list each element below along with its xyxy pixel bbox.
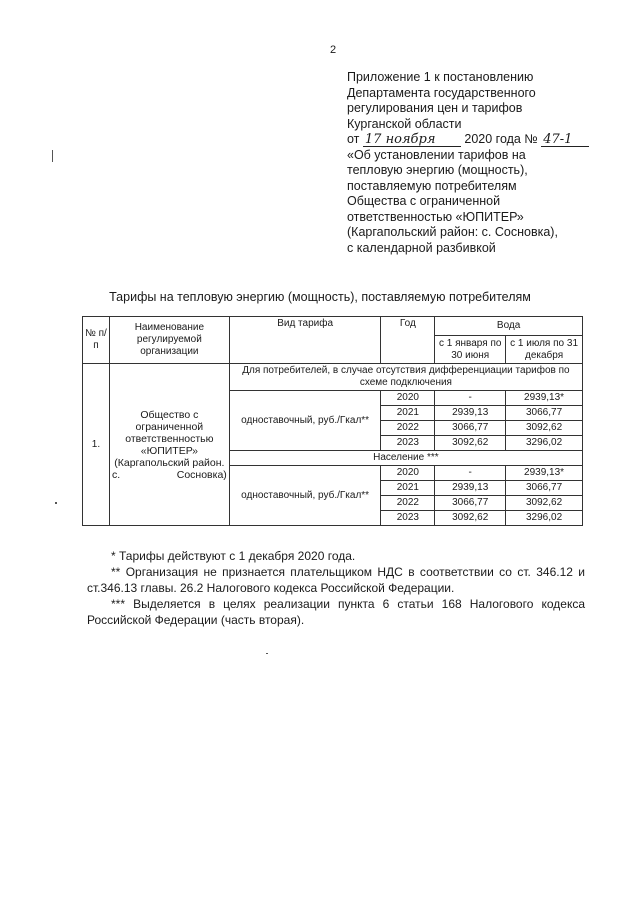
year-cell: 2021 <box>381 481 435 496</box>
document-title: Тарифы на тепловую энергию (мощность), поставляемую потребителям <box>109 290 531 304</box>
appendix-line: Департамента государственного <box>347 85 536 100</box>
value-cell: 3296,02 <box>506 436 583 451</box>
organization-tail-right: Сосновка) <box>176 468 227 481</box>
tariff-table <box>82 316 583 526</box>
handwritten-number: 47-1 <box>541 133 589 147</box>
section-title: Для потребителей, в случае отсутствия дифференциации тарифов по схеме подключения <box>229 364 582 391</box>
footnote: ** Организация не признается плательщиком НДС в соответствии со ст. 346.12 и ст.346.13 главы. 26.2 Налогового кодекса Российской Федерации. <box>87 565 585 595</box>
year-text: 2020 года № <box>464 132 538 146</box>
header-period-2: с 1 июля по 31 декабря <box>506 336 583 364</box>
appendix-line: Курганской области <box>347 116 462 131</box>
value-cell: 2939,13 <box>435 481 506 496</box>
value-cell: 3092,62 <box>435 511 506 526</box>
value-cell: 2939,13* <box>506 466 583 481</box>
footnote: * Тарифы действуют с 1 декабря 2020 года. <box>111 549 356 563</box>
value-cell: 2939,13* <box>506 391 583 406</box>
appendix-block <box>347 70 597 256</box>
organization-tail-left: с. <box>111 468 121 481</box>
header-period-1: с 1 января по 30 июня <box>435 336 506 364</box>
appendix-line: тепловую энергию (мощность), <box>347 163 528 177</box>
value-cell: 3296,02 <box>506 511 583 526</box>
value-cell: 3092,62 <box>435 436 506 451</box>
value-cell: 3092,62 <box>506 496 583 511</box>
footnotes <box>87 548 585 628</box>
year-cell: 2020 <box>381 466 435 481</box>
scan-artifact <box>266 653 268 654</box>
organization-cell <box>109 364 229 526</box>
footnote: *** Выделяется в целях реализации пункта 6 статьи 168 Налогового кодекса Российской Федерации (часть вторая). <box>87 597 585 627</box>
appendix-line: «Об установлении тарифов на <box>347 147 526 162</box>
value-cell: 3066,77 <box>506 481 583 496</box>
value-cell: - <box>435 391 506 406</box>
year-cell: 2022 <box>381 421 435 436</box>
value-cell: 3066,77 <box>435 421 506 436</box>
header-water: Вода <box>435 317 583 336</box>
value-cell: - <box>435 466 506 481</box>
tariff-type-cell: одноставочный, руб./Гкал** <box>229 466 381 526</box>
year-cell: 2023 <box>381 436 435 451</box>
year-cell: 2020 <box>381 391 435 406</box>
tariff-type-cell: одноставочный, руб./Гкал** <box>229 391 381 451</box>
section-title: Население *** <box>229 451 582 466</box>
row-number: 1. <box>83 364 110 526</box>
appendix-line: регулирования цен и тарифов <box>347 101 523 115</box>
value-cell: 2939,13 <box>435 406 506 421</box>
header-tariff-type: Вид тарифа <box>229 317 381 364</box>
handwritten-date: 17 ноября <box>363 133 461 147</box>
appendix-line: Общества с ограниченной <box>347 194 501 208</box>
appendix-line: с календарной разбивкой <box>347 240 496 255</box>
date-prefix: от <box>347 132 360 146</box>
value-cell: 3066,77 <box>506 406 583 421</box>
appendix-line: (Каргапольский район: с. Сосновка), <box>347 225 558 239</box>
appendix-line: ответственностью «ЮПИТЕР» <box>347 209 524 224</box>
value-cell: 3066,77 <box>435 496 506 511</box>
header-year: Год <box>381 317 435 364</box>
appendix-date-line <box>347 132 597 148</box>
page-number: 2 <box>330 44 337 56</box>
header-num: № п/п <box>83 317 110 364</box>
appendix-line: Приложение 1 к постановлению <box>347 70 534 84</box>
year-cell: 2023 <box>381 511 435 526</box>
year-cell: 2021 <box>381 406 435 421</box>
scan-artifact <box>52 150 53 162</box>
scan-artifact <box>55 502 57 504</box>
value-cell: 3092,62 <box>506 421 583 436</box>
appendix-line: поставляемую потребителям <box>347 178 517 193</box>
organization-name: Общество с ограниченной ответственностью «ЮПИТЕР» (Каргапольский район. <box>114 408 225 469</box>
year-cell: 2022 <box>381 496 435 511</box>
header-org-name: Наименование регулируемой организации <box>109 317 229 364</box>
